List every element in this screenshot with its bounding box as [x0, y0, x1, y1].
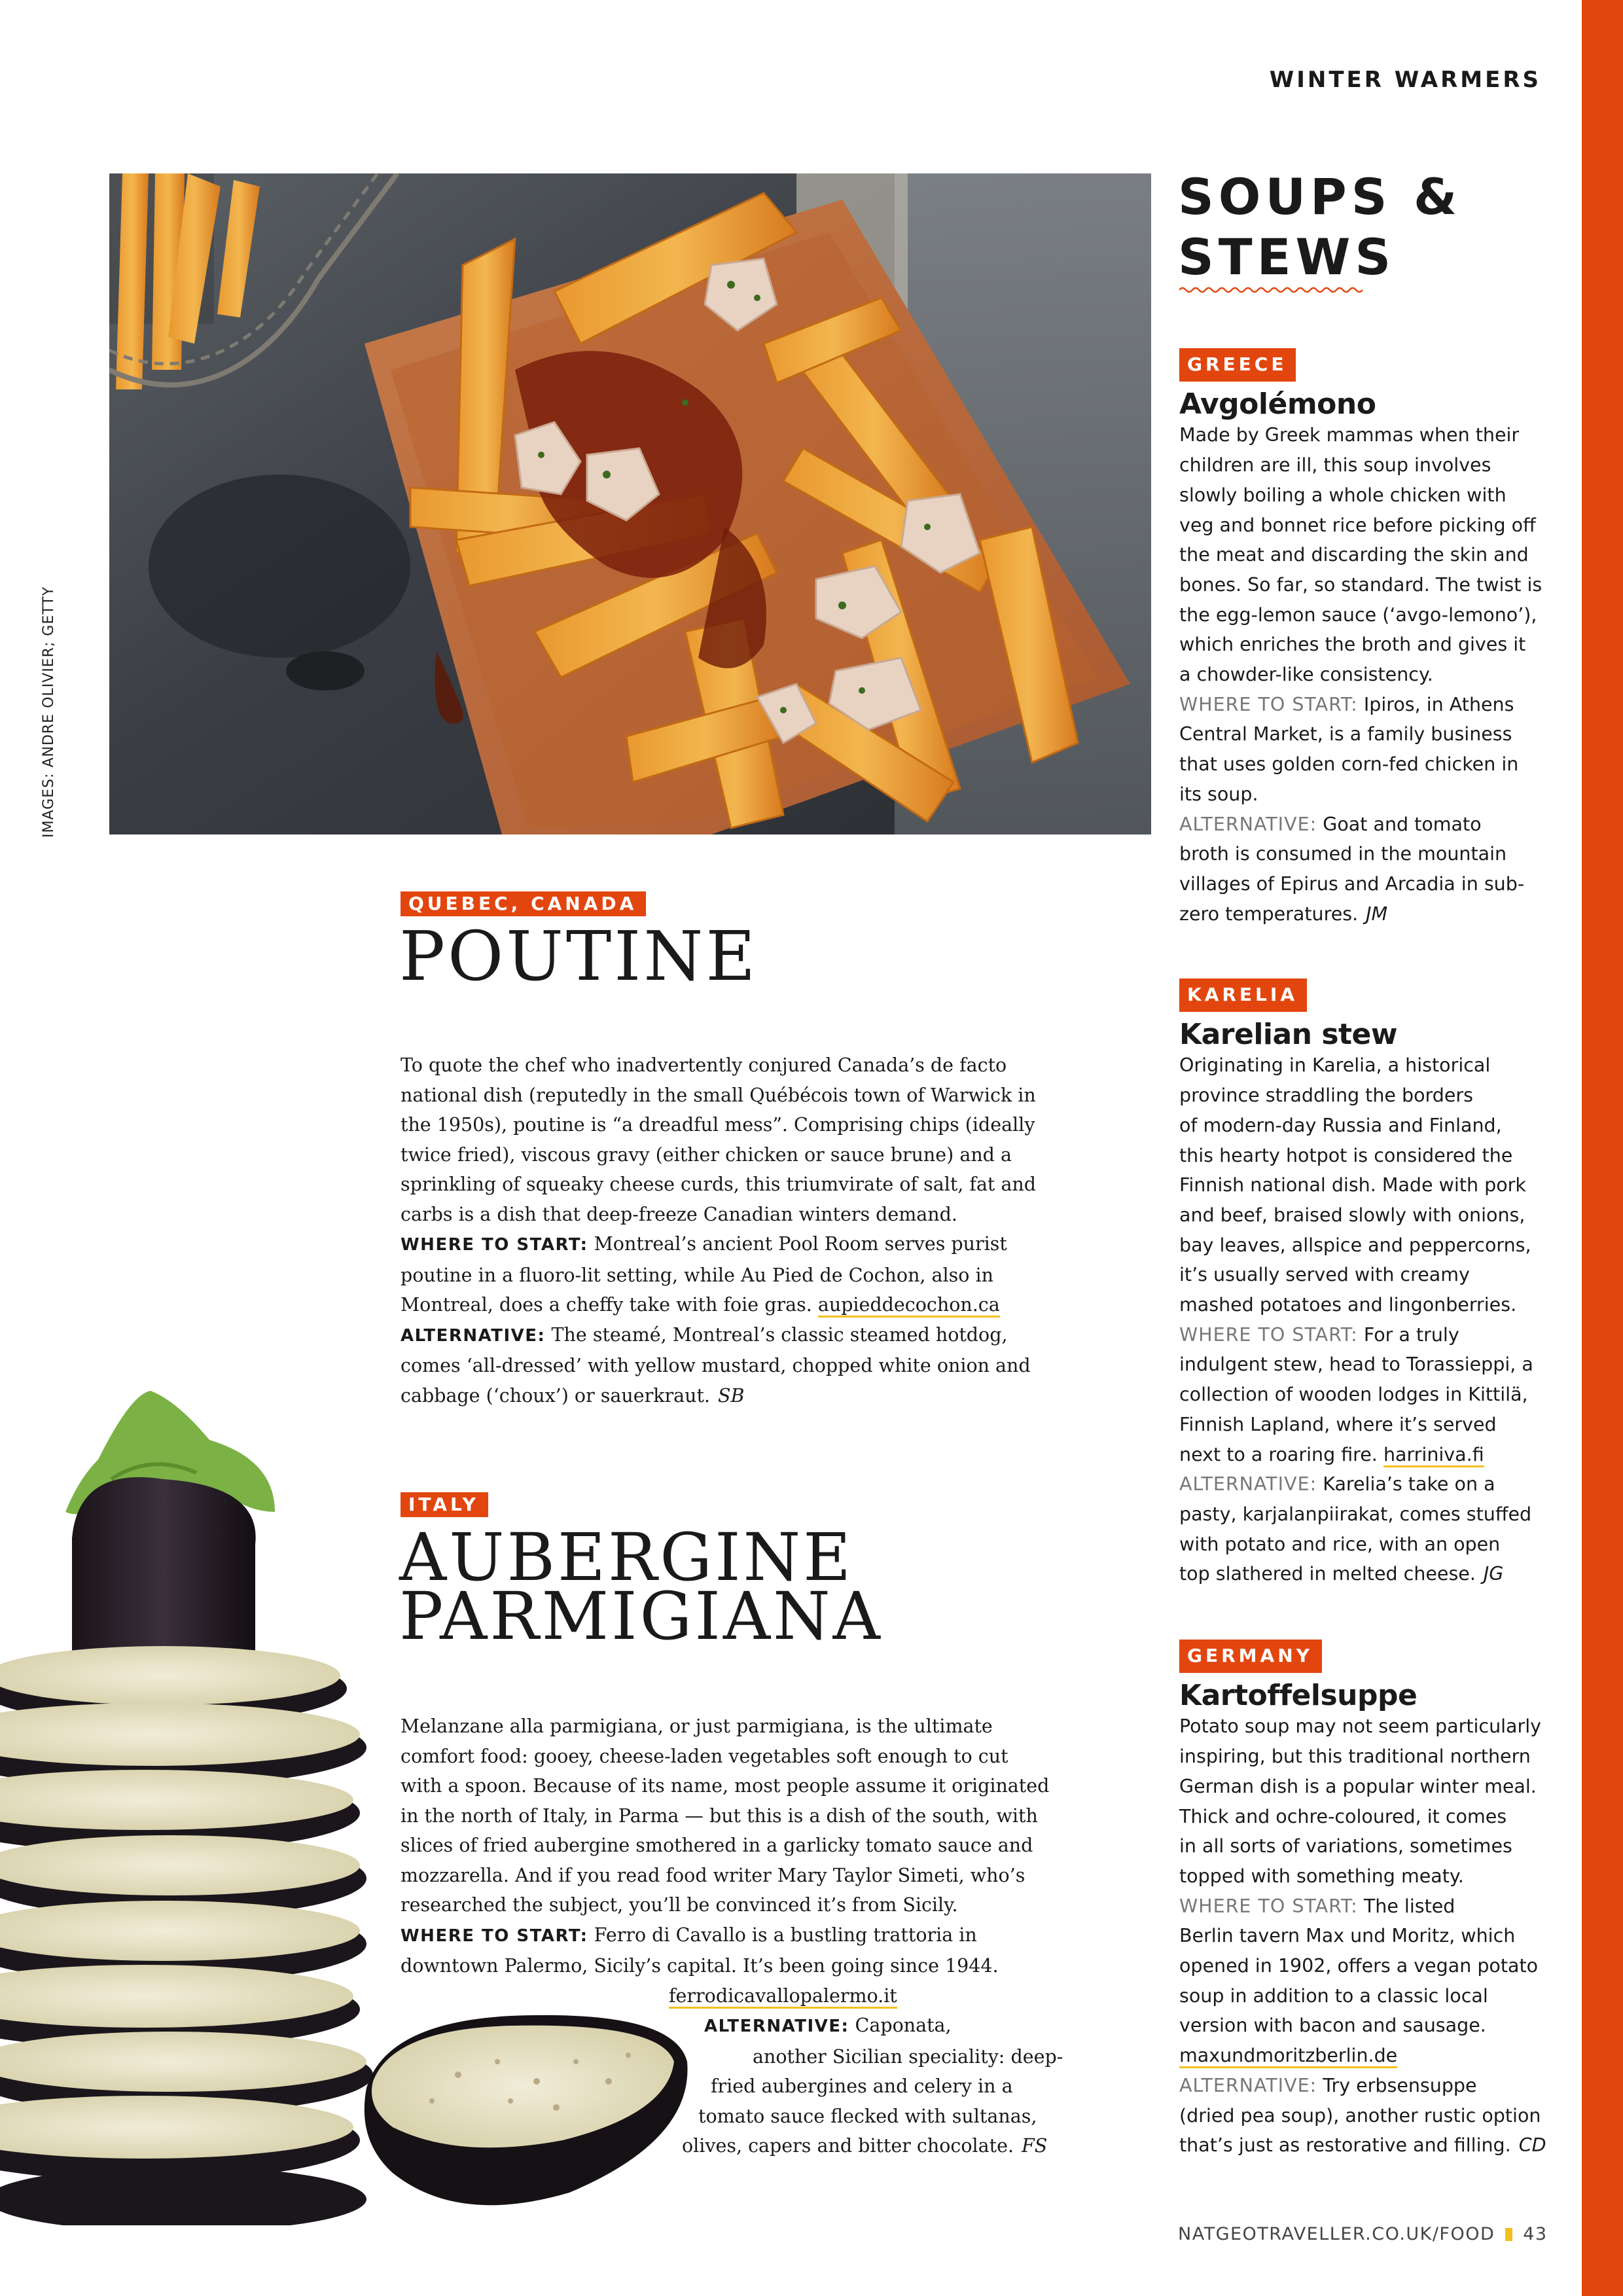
parmigiana-line: fried aubergines and celery in a	[711, 2075, 1013, 2097]
parmigiana-line: in the north of Italy, in Parma — but this is a dish of the south, with	[401, 1804, 1038, 1827]
card-line: bones. So far, so standard. The twist is	[1179, 573, 1543, 596]
card-line: indulgent stew, head to Torassieppi, a	[1179, 1354, 1533, 1376]
parmigiana-line: downtown Palermo, Sicily’s capital. It’s been going since 1944.	[401, 1955, 999, 1977]
poutine-alt-line: ALTERNATIVE: The steamé, Montreal’s classic steamed hotdog,	[401, 1323, 1008, 1346]
card-karelia	[1179, 978, 1559, 1589]
page-number: 43	[1523, 2224, 1548, 2244]
poutine-line: comes ‘all-dressed’ with yellow mustard, chopped white onion and	[401, 1355, 1031, 1376]
card-line: of modern-day Russia and Finland,	[1179, 1114, 1502, 1136]
card-line: the meat and discarding the skin and	[1179, 544, 1529, 566]
parmigiana-link[interactable]: ferrodicavallopalermo.it	[669, 1985, 897, 2009]
poutine-tag-label: QUEBEC, CANADA	[401, 891, 646, 916]
card-line: which enriches the broth and gives it	[1179, 634, 1526, 656]
parmigiana-title-line: PARMIGIANA	[399, 1578, 883, 1655]
card-initials: JG	[1483, 1563, 1504, 1585]
card-where-label: WHERE TO START:	[1179, 693, 1358, 715]
card-title: Avgolémono	[1179, 387, 1376, 421]
card-line: Finnish national dish. Made with pork	[1179, 1174, 1526, 1196]
parmigiana-line: tomato sauce flecked with sultanas,	[698, 2105, 1037, 2127]
card-line: it’s usually served with creamy	[1179, 1264, 1470, 1286]
card-line: in all sorts of variations, sometimes	[1179, 1835, 1512, 1857]
parmigiana-where-line: WHERE TO START: Ferro di Cavallo is a bustling trattoria in	[401, 1924, 977, 1946]
card-line: soup in addition to a classic local	[1179, 1984, 1488, 2007]
card-alt-line: ALTERNATIVE: Goat and tomato	[1179, 813, 1482, 835]
poutine-line: national dish (reputedly in the small Québécois town of Warwick in	[401, 1084, 1036, 1106]
parmigiana-line: researched the subject, you’ll be convinced it’s from Sicily.	[401, 1894, 958, 1916]
card-line: slowly boiling a whole chicken with	[1179, 484, 1507, 506]
card-tag: GREECE	[1179, 348, 1296, 382]
section-header: WINTER WARMERS	[1269, 67, 1541, 93]
card-line: broth is consumed in the mountain	[1179, 843, 1507, 865]
parmigiana-last-line: olives, capers and bitter chocolate. FS	[682, 2135, 1048, 2157]
card-line: the egg-lemon sauce (‘avgo-lemono’),	[1179, 603, 1537, 626]
card-line: Originating in Karelia, a historical	[1179, 1054, 1491, 1077]
poutine-last-line: cabbage (‘choux’) or sauerkraut. SB	[401, 1384, 745, 1407]
poutine-line: poutine in a fluoro-lit setting, while Au Pied de Cochon, also in	[401, 1264, 993, 1286]
card-alt-line: ALTERNATIVE: Karelia’s take on a	[1179, 1473, 1495, 1496]
parmigiana-initials: FS	[1022, 2135, 1048, 2157]
card-title: Karelian stew	[1179, 1017, 1398, 1051]
card-tag: KARELIA	[1179, 978, 1307, 1012]
card-alt-line: ALTERNATIVE: Try erbsensuppe	[1179, 2074, 1477, 2096]
poutine-where-link-line: Montreal, does a cheffy take with foie gras. aupieddecochon.ca	[401, 1290, 1088, 1320]
card-line: Central Market, is a family business	[1179, 723, 1512, 745]
card-line: its soup.	[1179, 783, 1258, 805]
poutine-line: carbs is a dish that deep-freeze Canadian winters demand.	[401, 1203, 957, 1225]
card-alt-label: ALTERNATIVE:	[1179, 2074, 1317, 2096]
parmigiana-line: with a spoon. Because of its name, most people assume it originated	[401, 1775, 1050, 1797]
footer-url[interactable]: NATGEOTRAVELLER.CO.UK/FOOD	[1178, 2224, 1495, 2244]
card-where-line: WHERE TO START: For a truly	[1179, 1323, 1459, 1346]
parmigiana-line: another Sicilian speciality: deep-	[753, 2045, 1063, 2068]
parmigiana-line: slices of fried aubergine smothered in a garlicky tomato sauce and	[401, 1835, 1033, 1856]
soups-title	[1178, 167, 1461, 287]
poutine-where-label: WHERE TO START:	[401, 1235, 588, 1255]
card-last-line: top slathered in melted cheese. JG	[1179, 1563, 1504, 1585]
card-line: pasty, karjalanpiirakat, comes stuffed	[1179, 1503, 1532, 1525]
card-where-line: WHERE TO START: The listed	[1179, 1895, 1455, 1917]
poutine-title: POUTINE	[399, 916, 758, 996]
page-edge-bar	[1582, 0, 1623, 2296]
poutine-link[interactable]: aupieddecochon.ca	[818, 1294, 1000, 1318]
card-alt-label: ALTERNATIVE:	[1179, 1473, 1317, 1496]
parmigiana-line: mozzarella. And if you read food writer Mary Taylor Simeti, who’s	[401, 1864, 1026, 1886]
card-link-line: next to a roaring fire. harriniva.fi	[1179, 1440, 1559, 1470]
soups-title-line: SOUPS &	[1178, 168, 1462, 226]
card-initials: CD	[1518, 2134, 1546, 2157]
card-line: Potato soup may not seem particularly	[1179, 1715, 1542, 1738]
card-line: version with bacon and sausage.	[1179, 2015, 1486, 2037]
card-alt-label: ALTERNATIVE:	[1179, 813, 1317, 835]
card-line: a chowder-like consistency.	[1179, 664, 1433, 686]
soups-title-line: STEWS	[1178, 228, 1396, 286]
parmigiana-alt-line: ALTERNATIVE: Caponata,	[704, 2015, 952, 2036]
card-line: bay leaves, allspice and peppercorns,	[1179, 1234, 1531, 1256]
card-last-line: that’s just as restorative and filling. CD	[1179, 2134, 1546, 2157]
poutine-photo	[109, 173, 1151, 834]
parmigiana-line: comfort food: gooey, cheese-laden vegetables soft enough to cut	[401, 1745, 1008, 1767]
card-last-line: zero temperatures. JM	[1179, 903, 1388, 925]
card-line: this hearty hotpot is considered the	[1179, 1144, 1513, 1166]
card-greece	[1179, 348, 1559, 929]
card-line: Made by Greek mammas when their	[1179, 424, 1520, 446]
parmigiana-title-line: AUBERGINE	[399, 1519, 854, 1596]
poutine-initials: SB	[717, 1384, 745, 1407]
poutine-tag	[401, 891, 646, 916]
card-line: (dried pea soup), another rustic option	[1179, 2104, 1541, 2126]
card-germany	[1179, 1640, 1559, 2161]
card-line: with potato and rice, with an open	[1179, 1533, 1501, 1555]
parmigiana-title	[399, 1519, 883, 1655]
poutine-alt-label: ALTERNATIVE:	[401, 1325, 546, 1346]
card-where-label: WHERE TO START:	[1179, 1895, 1358, 1917]
parmigiana-alt-label: ALTERNATIVE:	[704, 2017, 849, 2036]
parmigiana-body	[401, 1712, 1120, 2161]
card-line: inspiring, but this traditional northern	[1179, 1746, 1531, 1768]
card-line: topped with something meaty.	[1179, 1865, 1464, 1887]
poutine-line: sprinkling of squeaky cheese curds, this triumvirate of salt, fat and	[401, 1174, 1037, 1195]
card-initials: JM	[1366, 903, 1388, 925]
card-line: veg and bonnet rice before picking off	[1179, 514, 1536, 536]
footer-square-icon	[1505, 2228, 1512, 2241]
poutine-line: twice fried), viscous gravy (either chicken or sauce brune) and a	[401, 1143, 1012, 1166]
parmigiana-line: Melanzane alla parmigiana, or just parmigiana, is the ultimate	[401, 1715, 993, 1737]
parmigiana-tag	[401, 1492, 488, 1517]
card-link-line	[1179, 2041, 1559, 2071]
card-line: opened in 1902, offers a vegan potato	[1179, 1955, 1539, 1977]
card-line: Berlin tavern Max und Moritz, which	[1179, 1925, 1516, 1947]
wavy-rule	[1179, 285, 1364, 295]
card-line: Finnish Lapland, where it’s served	[1179, 1413, 1497, 1435]
poutine-line: the 1950s), poutine is “a dreadful mess”. Comprising chips (ideally	[401, 1114, 1035, 1136]
card-line: German dish is a popular winter meal.	[1179, 1775, 1537, 1797]
card-line: and beef, braised slowly with onions,	[1179, 1204, 1525, 1226]
card-line: Thick and ochre-coloured, it comes	[1179, 1805, 1507, 1827]
card-line: collection of wooden lodges in Kittilä,	[1179, 1384, 1528, 1406]
card-link[interactable]: maxundmoritzberlin.de	[1179, 2045, 1397, 2068]
parmigiana-tag-label: ITALY	[401, 1492, 488, 1517]
parmigiana-link-line	[401, 1981, 1120, 2011]
card-tag: GERMANY	[1179, 1640, 1322, 1673]
card-where-label: WHERE TO START:	[1179, 1323, 1358, 1346]
card-line: mashed potatoes and lingonberries.	[1179, 1294, 1517, 1316]
card-title: Kartoffelsuppe	[1179, 1678, 1418, 1712]
card-line: that uses golden corn-fed chicken in	[1179, 753, 1519, 776]
poutine-line: To quote the chef who inadvertently conjured Canada’s de facto	[401, 1054, 1007, 1076]
page-footer	[1178, 2224, 1548, 2244]
card-line: children are ill, this soup involves	[1179, 454, 1491, 476]
card-line: villages of Epirus and Arcadia in sub-	[1179, 872, 1525, 895]
poutine-body	[401, 1050, 1088, 1410]
card-line: province straddling the borders	[1179, 1085, 1473, 1107]
poutine-where-line: WHERE TO START: Montreal’s ancient Pool Room serves purist	[401, 1233, 1007, 1255]
photo-credit: IMAGES: ANDRE OLIVIER; GETTY	[41, 586, 57, 838]
card-link[interactable]: harriniva.fi	[1383, 1444, 1484, 1467]
card-where-line: WHERE TO START: Ipiros, in Athens	[1179, 693, 1514, 715]
parmigiana-where-label: WHERE TO START:	[401, 1926, 588, 1946]
